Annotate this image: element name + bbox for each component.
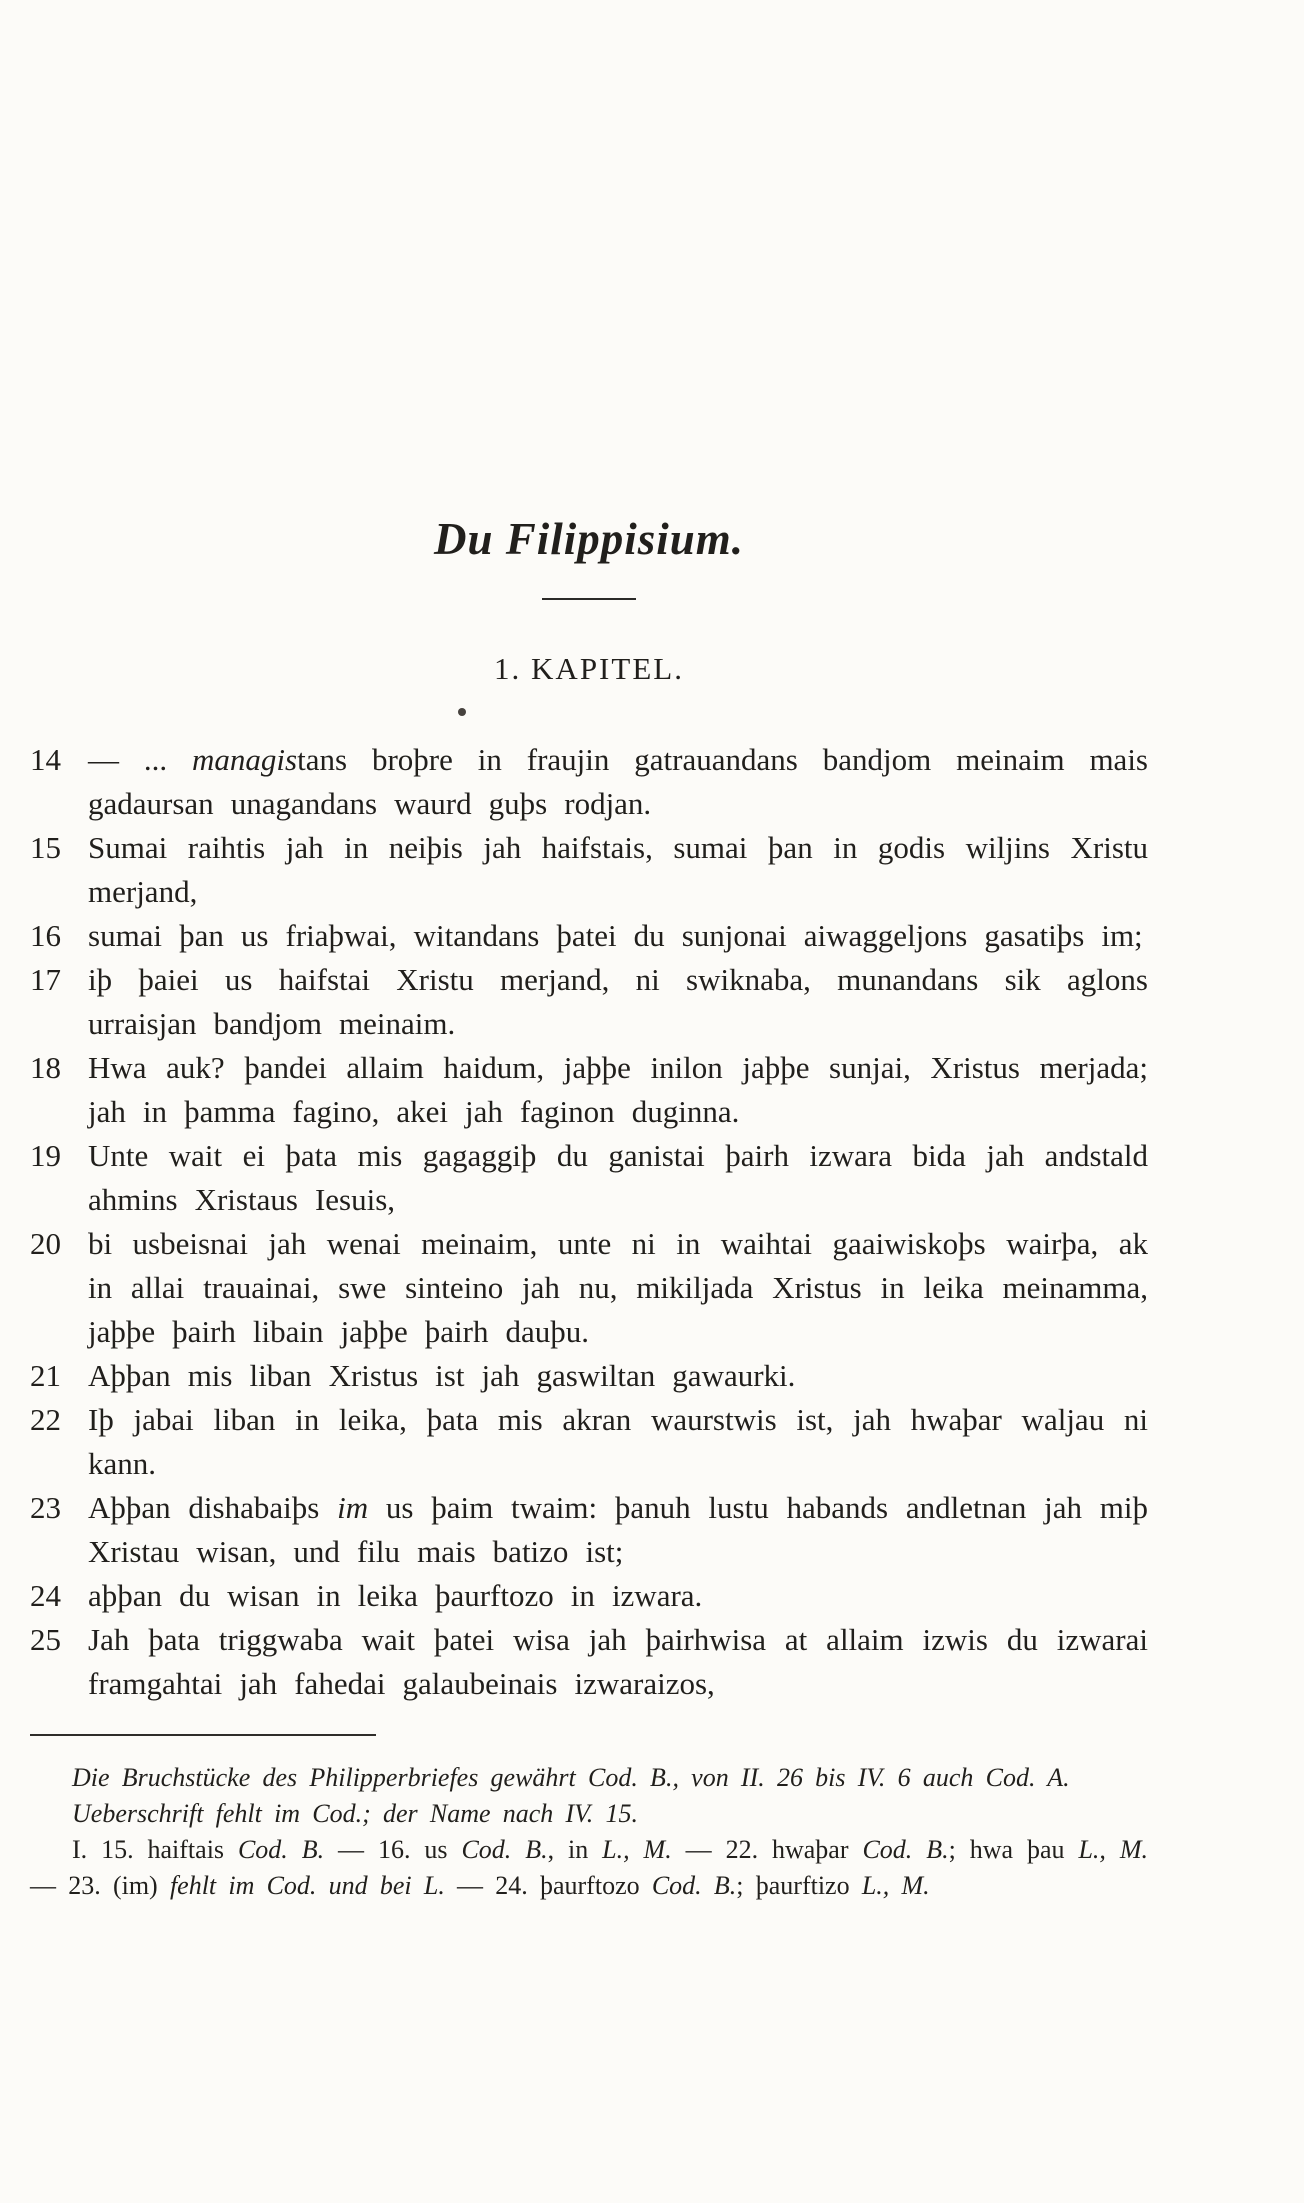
verse-row [30, 1486, 1148, 1574]
text-segment: — 16. us [324, 1835, 462, 1864]
ink-speck [458, 708, 466, 716]
verse-row [30, 958, 1148, 1046]
verse-text [88, 1358, 795, 1393]
verse-text [88, 830, 1148, 909]
italic-segment: managis [192, 742, 298, 777]
verse-number: 17 [30, 962, 61, 997]
verse-text [88, 1402, 1148, 1481]
text-segment: — 24. þaurftozo [444, 1871, 652, 1900]
footnote-separator [30, 1734, 376, 1736]
footnote-paragraph [30, 1796, 1148, 1832]
text-segment: Hwa auk? þandei allaim haidum, jaþþe inilon jaþþe sunjai, Xristus merjada; jah in þamma fagino, akei jah faginon duginna. [88, 1050, 1148, 1129]
verse-text [88, 1578, 702, 1613]
text-segment: iþ þaiei us haifstai Xristu merjand, ni swiknaba, munandans sik aglons urraisjan bandjom meinaim. [88, 962, 1148, 1041]
title-divider [542, 598, 636, 600]
verse-text [88, 1226, 1148, 1349]
footnote-paragraph [30, 1832, 1148, 1904]
verse-text [88, 1050, 1148, 1129]
text-segment: sumai þan us friaþwai, witandans þatei du sunjonai aiwaggeljons gasatiþs im; [88, 918, 1143, 953]
verse-row [30, 826, 1148, 914]
verse-number: 14 [30, 742, 61, 777]
verse-number: 16 [30, 918, 61, 953]
verse-row [30, 1046, 1148, 1134]
verse-number: 23 [30, 1490, 61, 1525]
text-segment: Unte wait ei þata mis gagaggiþ du ganistai þairh izwara bida jah andstald ahmins Xristaus Iesuis, [88, 1138, 1148, 1217]
text-segment: — 22. hwaþar [671, 1835, 863, 1864]
text-segment: ; hwa þau [948, 1835, 1079, 1864]
verse-row [30, 1354, 1148, 1398]
verse-list [30, 738, 1148, 1706]
footnote-paragraph [30, 1760, 1148, 1796]
verse-text [88, 1490, 1148, 1569]
italic-segment: L., M. [602, 1835, 672, 1864]
italic-segment: fehlt im Cod. und bei L. [169, 1871, 445, 1900]
text-segment: bi usbeisnai jah wenai meinaim, unte ni in waihtai gaaiwiskoþs wairþa, ak in allai trauainai, swe sinteino jah nu, mikiljada Xristus in leika meinamma, jaþþe þairh libain jaþþe þairh dauþu. [88, 1226, 1148, 1349]
text-segment: Aþþan mis liban Xristus ist jah gaswiltan gawaurki. [88, 1358, 796, 1393]
text-segment: I. 15. haiftais [72, 1835, 238, 1864]
verse-text [88, 962, 1148, 1041]
verse-row [30, 914, 1148, 958]
text-segment: , in [547, 1835, 603, 1864]
text-column [30, 512, 1148, 1904]
verse-row [30, 1134, 1148, 1222]
text-segment: Jah þata triggwaba wait þatei wisa jah þairhwisa at allaim izwis du izwarai framgahtai jah fahedai galaubeinais izwaraizos, [88, 1622, 1148, 1701]
italic-segment: Cod. B. [461, 1835, 548, 1864]
verse-number: 25 [30, 1622, 61, 1657]
verse-text [88, 1622, 1148, 1701]
text-segment: Iþ jabai liban in leika, þata mis akran waurstwis ist, jah hwaþar waljau ni kann. [88, 1402, 1148, 1481]
italic-segment: L., M. [1078, 1835, 1148, 1864]
verse-row [30, 1222, 1148, 1354]
italic-segment: Cod. B. [862, 1835, 949, 1864]
page-title: Du Filippisium. [433, 514, 745, 564]
verse-row [30, 738, 1148, 826]
italic-segment: Ueberschrift fehlt im Cod.; der Name nach IV. 15. [72, 1799, 638, 1828]
verse-row [30, 1618, 1148, 1706]
italic-segment: im [337, 1490, 369, 1525]
italic-segment: Cod. B. [237, 1835, 325, 1864]
verse-row [30, 1574, 1148, 1618]
chapter-heading: 1. KAPITEL. [494, 651, 684, 686]
text-segment: aþþan du wisan in leika þaurftozo in izwara. [88, 1578, 703, 1613]
text-segment: — 23. (im) [30, 1871, 170, 1900]
text-segment: ; þaurftizo [736, 1871, 862, 1900]
verse-text [88, 918, 1143, 953]
verse-row [30, 1398, 1148, 1486]
verse-number: 24 [30, 1578, 61, 1613]
verse-number: 18 [30, 1050, 61, 1085]
footnote-block [30, 1760, 1148, 1904]
text-segment: Sumai raihtis jah in neiþis jah haifstais, sumai þan in godis wiljins Xristu merjand, [88, 830, 1148, 909]
italic-segment: Die Bruchstücke des Philipperbriefes gewährt Cod. B., von II. 26 bis IV. 6 auch Cod. A. [72, 1763, 1070, 1792]
verse-number: 20 [30, 1226, 61, 1261]
verse-number: 21 [30, 1358, 61, 1393]
italic-segment: Cod. B. [651, 1871, 737, 1900]
italic-segment: L., M. [861, 1871, 930, 1900]
text-segment: us þaim twaim: þanuh lustu habands andletnan jah miþ Xristau wisan, und filu mais batizo ist; [88, 1490, 1148, 1569]
verse-number: 19 [30, 1138, 61, 1173]
text-segment: Aþþan dishabaiþs [88, 1490, 338, 1525]
verse-number: 15 [30, 830, 61, 865]
verse-text [88, 1138, 1148, 1217]
text-segment: tans broþre in fraujin gatrauandans bandjom meinaim mais gadaursan unagandans waurd guþs rodjan. [88, 742, 1148, 821]
verse-number: 22 [30, 1402, 61, 1437]
verse-text [88, 742, 1148, 821]
text-segment: — ... [88, 742, 193, 777]
